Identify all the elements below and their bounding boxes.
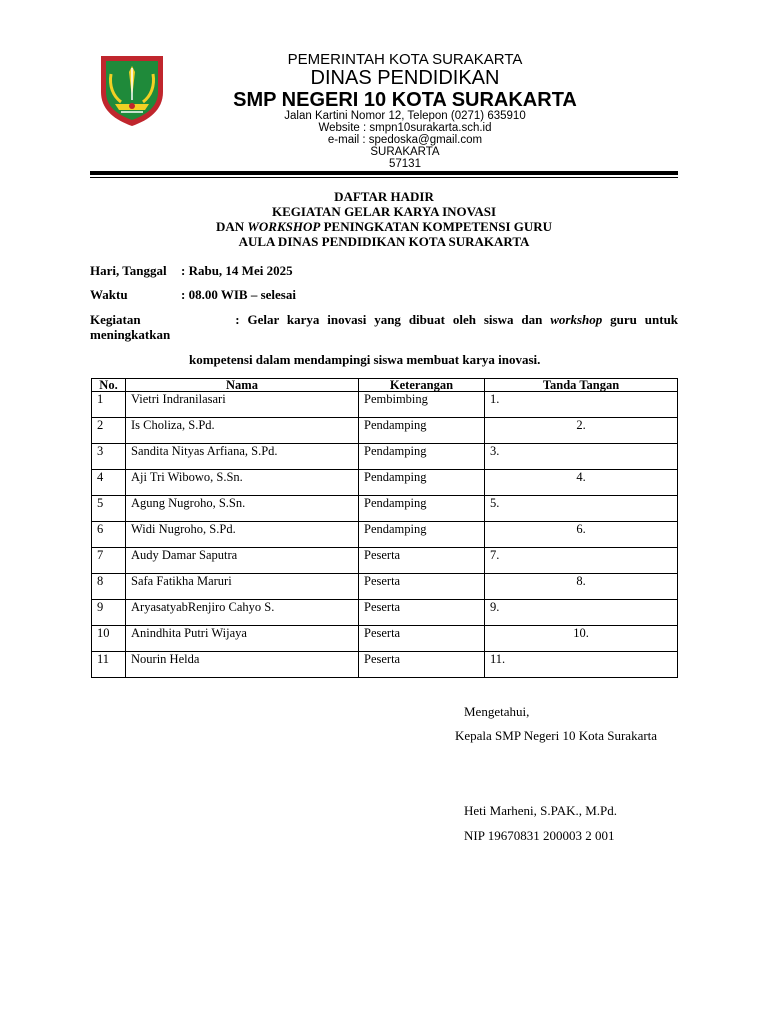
- letterhead-divider-thick: [90, 171, 678, 175]
- cell-role: Pembimbing: [359, 392, 485, 418]
- cell-signature[interactable]: 2.: [485, 418, 678, 444]
- letterhead-divider-thin: [90, 177, 678, 178]
- event-subtitle-prefix: DAN: [215, 219, 248, 234]
- cell-name: Is Choliza, S.Pd.: [126, 418, 359, 444]
- activity-line-3: kompetensi dalam mendampingi siswa membuat karya inovasi.: [189, 352, 541, 367]
- letterhead-city: SURAKARTA: [370, 146, 440, 158]
- cell-signature[interactable]: 11.: [485, 652, 678, 678]
- cell-name: Vietri Indranilasari: [126, 392, 359, 418]
- cell-signature[interactable]: 3.: [485, 444, 678, 470]
- cell-role: Peserta: [359, 574, 485, 600]
- event-venue: AULA DINAS PENDIDIKAN KOTA SURAKARTA: [238, 234, 530, 249]
- cell-signature[interactable]: 4.: [485, 470, 678, 496]
- cell-no: 11: [92, 652, 126, 678]
- table-body: [92, 392, 678, 678]
- cell-name: Agung Nugroho, S.Sn.: [126, 496, 359, 522]
- cell-name: Safa Fatikha Maruri: [126, 574, 359, 600]
- table-row: [92, 418, 678, 444]
- letterhead-school-name: SMP NEGERI 10 KOTA SURAKARTA: [233, 89, 577, 111]
- cell-role: Peserta: [359, 652, 485, 678]
- cell-no: 4: [92, 470, 126, 496]
- table-header-row: [92, 379, 678, 392]
- cell-name: Aji Tri Wibowo, S.Sn.: [126, 470, 359, 496]
- cell-signature[interactable]: 1.: [485, 392, 678, 418]
- activity-line-1: [90, 312, 678, 328]
- header-signature: Tanda Tangan: [485, 379, 678, 392]
- cell-role: Pendamping: [359, 470, 485, 496]
- cell-no: 10: [92, 626, 126, 652]
- cell-signature[interactable]: 6.: [485, 522, 678, 548]
- table-row: [92, 574, 678, 600]
- signer-nip: NIP 19670831 200003 2 001: [464, 828, 615, 843]
- activity-label: Kegiatan: [90, 312, 141, 327]
- cell-name: AryasatyabRenjiro Cahyo S.: [126, 600, 359, 626]
- event-subtitle-italic: WORKSHOP: [247, 219, 321, 234]
- activity-text-b: guru untuk: [610, 312, 679, 327]
- cell-signature[interactable]: 8.: [485, 574, 678, 600]
- cell-name: Widi Nugroho, S.Pd.: [126, 522, 359, 548]
- letterhead-email: e-mail : spedoska@gmail.com: [327, 134, 483, 146]
- letterhead-postal-code: 57131: [389, 158, 421, 170]
- cell-name: Audy Damar Saputra: [126, 548, 359, 574]
- cell-no: 2: [92, 418, 126, 444]
- attendance-table: [91, 378, 678, 678]
- cell-no: 8: [92, 574, 126, 600]
- cell-no: 9: [92, 600, 126, 626]
- activity-text-a: : Gelar karya inovasi yang dibuat oleh siswa dan: [235, 312, 543, 327]
- table-row: [92, 470, 678, 496]
- cell-no: 7: [92, 548, 126, 574]
- letterhead-department: DINAS PENDIDIKAN: [310, 67, 500, 89]
- signer-position: Kepala SMP Negeri 10 Kota Surakarta: [455, 728, 658, 743]
- cell-signature[interactable]: 10.: [485, 626, 678, 652]
- cell-role: Pendamping: [359, 522, 485, 548]
- table-row: [92, 496, 678, 522]
- cell-role: Pendamping: [359, 418, 485, 444]
- cell-role: Peserta: [359, 548, 485, 574]
- cell-signature[interactable]: 7.: [485, 548, 678, 574]
- table-row: [92, 652, 678, 678]
- letterhead-website: Website : smpn10surakarta.sch.id: [318, 122, 492, 134]
- cell-no: 1: [92, 392, 126, 418]
- letterhead-address: Jalan Kartini Nomor 12, Telepon (0271) 635910: [284, 110, 526, 122]
- table-row: [92, 626, 678, 652]
- cell-name: Nourin Helda: [126, 652, 359, 678]
- signer-name: Heti Marheni, S.PAK., M.Pd.: [464, 803, 618, 818]
- cell-role: Pendamping: [359, 496, 485, 522]
- cell-no: 5: [92, 496, 126, 522]
- activity-text-italic: workshop: [550, 312, 603, 327]
- table-row: [92, 548, 678, 574]
- event-subtitle: [90, 219, 678, 234]
- document-title: DAFTAR HADIR: [334, 189, 434, 204]
- cell-no: 6: [92, 522, 126, 548]
- event-name: KEGIATAN GELAR KARYA INOVASI: [271, 204, 497, 219]
- time-value: : 08.00 WIB – selesai: [181, 287, 296, 302]
- date-value: : Rabu, 14 Mei 2025: [181, 263, 293, 278]
- cell-no: 3: [92, 444, 126, 470]
- header-role: Keterangan: [359, 379, 485, 392]
- table-row: [92, 522, 678, 548]
- header-name: Nama: [126, 379, 359, 392]
- time-label: Waktu: [90, 287, 128, 302]
- header-no: No.: [92, 379, 126, 392]
- cell-signature[interactable]: 9.: [485, 600, 678, 626]
- acknowledged-label: Mengetahui,: [464, 704, 530, 719]
- cell-name: Anindhita Putri Wijaya: [126, 626, 359, 652]
- letterhead-government: PEMERINTAH KOTA SURAKARTA: [287, 51, 523, 68]
- activity-line-2: meningkatkan: [90, 327, 171, 342]
- cell-role: Peserta: [359, 600, 485, 626]
- cell-name: Sandita Nityas Arfiana, S.Pd.: [126, 444, 359, 470]
- event-subtitle-suffix: PENINGKATAN KOMPETENSI GURU: [320, 219, 553, 234]
- cell-role: Peserta: [359, 626, 485, 652]
- table-row: [92, 392, 678, 418]
- cell-signature[interactable]: 5.: [485, 496, 678, 522]
- table-row: [92, 600, 678, 626]
- table-row: [92, 444, 678, 470]
- cell-role: Pendamping: [359, 444, 485, 470]
- date-label: Hari, Tanggal: [90, 263, 167, 278]
